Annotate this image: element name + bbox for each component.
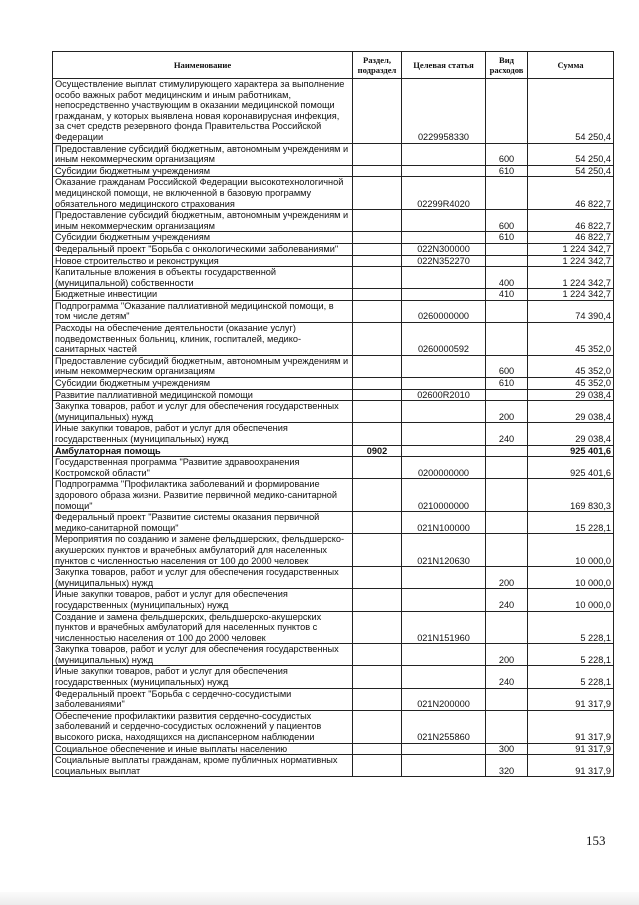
cell-target: [402, 232, 486, 244]
cell-name: Бюджетные инвестиции: [53, 289, 353, 301]
cell-sum: 5 228,1: [528, 644, 614, 666]
header-sum: Сумма: [528, 52, 614, 79]
cell-target: [402, 143, 486, 165]
cell-sum: 15 228,1: [528, 512, 614, 534]
cell-section: [353, 232, 402, 244]
cell-name: Обеспечение профилактики развития сердечно-сосудистых заболеваний и сердечно-сосудистых осложнений у пациентов высокого риска, находящихся на диспансерном наблюдении: [53, 710, 353, 743]
cell-target: [402, 289, 486, 301]
cell-sum: 10 000,0: [528, 567, 614, 589]
cell-section: [353, 479, 402, 512]
cell-sum: 54 250,4: [528, 79, 614, 144]
cell-sum: 925 401,6: [528, 445, 614, 457]
cell-section: [353, 401, 402, 423]
cell-sum: 1 224 342,7: [528, 255, 614, 267]
cell-sum: 925 401,6: [528, 457, 614, 479]
table-row: [53, 710, 614, 743]
cell-target: 02299R4020: [402, 177, 486, 210]
cell-type: 320: [486, 755, 528, 777]
cell-name: Капитальные вложения в объекты государственной (муниципальной) собственности: [53, 267, 353, 289]
cell-section: [353, 389, 402, 401]
header-target: Целевая статья: [402, 52, 486, 79]
table-row: [53, 323, 614, 356]
table-row: [53, 423, 614, 445]
cell-section: [353, 355, 402, 377]
cell-type: [486, 389, 528, 401]
cell-section: [353, 323, 402, 356]
budget-table: [52, 51, 614, 777]
cell-target: [402, 589, 486, 611]
cell-target: 0260000000: [402, 300, 486, 322]
cell-section: [353, 143, 402, 165]
cell-type: [486, 243, 528, 255]
cell-sum: 10 000,0: [528, 534, 614, 567]
table-row: [53, 378, 614, 390]
cell-sum: 169 830,3: [528, 479, 614, 512]
cell-section: [353, 512, 402, 534]
cell-type: 200: [486, 401, 528, 423]
cell-sum: 1 224 342,7: [528, 267, 614, 289]
cell-name: Социальные выплаты гражданам, кроме публичных нормативных социальных выплат: [53, 755, 353, 777]
table-header-row: [53, 52, 614, 79]
cell-target: [402, 567, 486, 589]
cell-target: [402, 401, 486, 423]
cell-type: [486, 611, 528, 644]
cell-type: 200: [486, 644, 528, 666]
cell-section: [353, 743, 402, 755]
cell-section: [353, 644, 402, 666]
cell-sum: 29 038,4: [528, 423, 614, 445]
table-row: [53, 143, 614, 165]
cell-name: Закупка товаров, работ и услуг для обеспечения государственных (муниципальных) нужд: [53, 644, 353, 666]
table-row: [53, 267, 614, 289]
table-row: [53, 755, 614, 777]
cell-sum: 1 224 342,7: [528, 289, 614, 301]
page-number: 153: [586, 833, 606, 848]
table-row: [53, 445, 614, 457]
cell-sum: 29 038,4: [528, 401, 614, 423]
cell-name: Предоставление субсидий бюджетным, автономным учреждениям и иным некоммерческим организациям: [53, 210, 353, 232]
cell-name: Субсидии бюджетным учреждениям: [53, 378, 353, 390]
cell-section: [353, 534, 402, 567]
table-row: [53, 644, 614, 666]
table-row: [53, 534, 614, 567]
cell-type: [486, 255, 528, 267]
cell-section: [353, 378, 402, 390]
cell-sum: 1 224 342,7: [528, 243, 614, 255]
cell-target: 0229958330: [402, 79, 486, 144]
cell-type: [486, 688, 528, 710]
table-row: [53, 589, 614, 611]
cell-name: Развитие паллиативной медицинской помощи: [53, 389, 353, 401]
cell-target: 021N120630: [402, 534, 486, 567]
cell-section: [353, 79, 402, 144]
cell-target: [402, 378, 486, 390]
cell-section: [353, 210, 402, 232]
cell-name: Подпрограмма "Профилактика заболеваний и формирование здорового образа жизни. Развитие первичной медико-санитарной помощи": [53, 479, 353, 512]
cell-target: [402, 165, 486, 177]
cell-type: [486, 300, 528, 322]
cell-type: [486, 323, 528, 356]
cell-name: Социальное обеспечение и иные выплаты населению: [53, 743, 353, 755]
table-row: [53, 389, 614, 401]
cell-section: [353, 666, 402, 688]
cell-section: [353, 267, 402, 289]
table-row: [53, 457, 614, 479]
cell-name: Расходы на обеспечение деятельности (оказание услуг) подведомственных больниц, клиник, госпиталей, медико-санитарных частей: [53, 323, 353, 356]
cell-target: 0200000000: [402, 457, 486, 479]
cell-sum: 5 228,1: [528, 611, 614, 644]
cell-section: [353, 255, 402, 267]
header-section: Раздел, подраздел: [353, 52, 402, 79]
cell-type: 200: [486, 567, 528, 589]
cell-type: [486, 534, 528, 567]
cell-name: Субсидии бюджетным учреждениям: [53, 232, 353, 244]
cell-type: [486, 177, 528, 210]
cell-target: [402, 755, 486, 777]
cell-name: Подпрограмма "Оказание паллиативной медицинской помощи, в том числе детям": [53, 300, 353, 322]
cell-target: 021N255860: [402, 710, 486, 743]
cell-name: Государственная программа "Развитие здравоохранения Костромской области": [53, 457, 353, 479]
cell-name: Субсидии бюджетным учреждениям: [53, 165, 353, 177]
table-row: [53, 743, 614, 755]
cell-name: Новое строительство и реконструкция: [53, 255, 353, 267]
cell-name: Создание и замена фельдшерских, фельдшерско-акушерских пунктов и врачебных амбулаторий для населенных пунктов с численностью населения от 100 до 2000 человек: [53, 611, 353, 644]
cell-section: [353, 457, 402, 479]
cell-target: 021N200000: [402, 688, 486, 710]
cell-name: Иные закупки товаров, работ и услуг для обеспечения государственных (муниципальных) нужд: [53, 666, 353, 688]
cell-section: [353, 300, 402, 322]
table-row: [53, 512, 614, 534]
table-row: [53, 611, 614, 644]
cell-target: [402, 423, 486, 445]
cell-type: [486, 457, 528, 479]
cell-target: 022N300000: [402, 243, 486, 255]
cell-name: Амбулаторная помощь: [53, 445, 353, 457]
cell-name: Федеральный проект "Развитие системы оказания первичной медико-санитарной помощи": [53, 512, 353, 534]
header-type: Вид расходов: [486, 52, 528, 79]
cell-type: 610: [486, 378, 528, 390]
cell-target: 021N151960: [402, 611, 486, 644]
cell-sum: 5 228,1: [528, 666, 614, 688]
cell-target: [402, 355, 486, 377]
cell-type: 400: [486, 267, 528, 289]
cell-target: 021N100000: [402, 512, 486, 534]
cell-type: [486, 479, 528, 512]
cell-sum: 91 317,9: [528, 710, 614, 743]
table-row: [53, 666, 614, 688]
cell-sum: 10 000,0: [528, 589, 614, 611]
cell-type: 600: [486, 210, 528, 232]
cell-type: 610: [486, 165, 528, 177]
cell-sum: 45 352,0: [528, 378, 614, 390]
cell-target: 0210000000: [402, 479, 486, 512]
table-row: [53, 177, 614, 210]
cell-name: Закупка товаров, работ и услуг для обеспечения государственных (муниципальных) нужд: [53, 401, 353, 423]
cell-sum: 91 317,9: [528, 755, 614, 777]
cell-sum: 46 822,7: [528, 177, 614, 210]
cell-section: [353, 567, 402, 589]
cell-type: 240: [486, 423, 528, 445]
table-row: [53, 479, 614, 512]
cell-name: Федеральный проект "Борьба с сердечно-сосудистыми заболеваниями": [53, 688, 353, 710]
cell-name: Предоставление субсидий бюджетным, автономным учреждениям и иным некоммерческим организациям: [53, 355, 353, 377]
cell-type: 610: [486, 232, 528, 244]
cell-section: [353, 710, 402, 743]
cell-sum: 29 038,4: [528, 389, 614, 401]
cell-section: [353, 423, 402, 445]
cell-name: Иные закупки товаров, работ и услуг для обеспечения государственных (муниципальных) нужд: [53, 423, 353, 445]
table-body: [53, 79, 614, 777]
cell-name: Закупка товаров, работ и услуг для обеспечения государственных (муниципальных) нужд: [53, 567, 353, 589]
cell-type: 240: [486, 589, 528, 611]
cell-target: [402, 267, 486, 289]
cell-sum: 54 250,4: [528, 165, 614, 177]
table-row: [53, 79, 614, 144]
table-row: [53, 300, 614, 322]
cell-section: [353, 611, 402, 644]
header-name: Наименование: [53, 52, 353, 79]
table-row: [53, 232, 614, 244]
table-row: [53, 401, 614, 423]
cell-name: Осуществление выплат стимулирующего характера за выполнение особо важных работ медицинским и иным работникам, непосредственно участвующим в оказании медицинской помощи гражданам, у которых выявлена новая коронавирусная инфекция, за счет средств резервного фонда Правительства Российской Федерации: [53, 79, 353, 144]
cell-sum: 54 250,4: [528, 143, 614, 165]
cell-sum: 91 317,9: [528, 743, 614, 755]
cell-sum: 45 352,0: [528, 323, 614, 356]
cell-type: 600: [486, 143, 528, 165]
cell-type: 600: [486, 355, 528, 377]
cell-sum: 46 822,7: [528, 210, 614, 232]
cell-section: [353, 243, 402, 255]
table-row: [53, 243, 614, 255]
cell-target: [402, 644, 486, 666]
table-row: [53, 210, 614, 232]
cell-type: [486, 79, 528, 144]
cell-section: [353, 688, 402, 710]
table-row: [53, 567, 614, 589]
cell-type: [486, 512, 528, 534]
cell-target: [402, 210, 486, 232]
cell-name: Предоставление субсидий бюджетным, автономным учреждениям и иным некоммерческим организациям: [53, 143, 353, 165]
table-row: [53, 688, 614, 710]
cell-sum: 74 390,4: [528, 300, 614, 322]
cell-target: 0260000592: [402, 323, 486, 356]
cell-target: 022N352270: [402, 255, 486, 267]
cell-type: [486, 710, 528, 743]
table-row: [53, 289, 614, 301]
cell-sum: 91 317,9: [528, 688, 614, 710]
cell-target: [402, 445, 486, 457]
cell-target: 02600R2010: [402, 389, 486, 401]
cell-section: [353, 589, 402, 611]
table-row: [53, 165, 614, 177]
cell-type: [486, 445, 528, 457]
cell-target: [402, 743, 486, 755]
cell-type: 300: [486, 743, 528, 755]
cell-type: 410: [486, 289, 528, 301]
cell-name: Иные закупки товаров, работ и услуг для обеспечения государственных (муниципальных) нужд: [53, 589, 353, 611]
cell-type: 240: [486, 666, 528, 688]
cell-section: 0902: [353, 445, 402, 457]
cell-sum: 45 352,0: [528, 355, 614, 377]
table-row: [53, 255, 614, 267]
cell-section: [353, 755, 402, 777]
cell-name: Мероприятия по созданию и замене фельдшерских, фельдшерско-акушерских пунктов и врачебных амбулаторий для населенных пунктов с численностью населения от 100 до 2000 человек: [53, 534, 353, 567]
scan-bottom-edge: [0, 892, 639, 905]
cell-sum: 46 822,7: [528, 232, 614, 244]
table-row: [53, 355, 614, 377]
cell-section: [353, 289, 402, 301]
cell-section: [353, 177, 402, 210]
cell-target: [402, 666, 486, 688]
cell-name: Оказание гражданам Российской Федерации высокотехнологичной медицинской помощи, не включенной в базовую программу обязательного медицинского страхования: [53, 177, 353, 210]
cell-name: Федеральный проект "Борьба с онкологическими заболеваниями": [53, 243, 353, 255]
cell-section: [353, 165, 402, 177]
